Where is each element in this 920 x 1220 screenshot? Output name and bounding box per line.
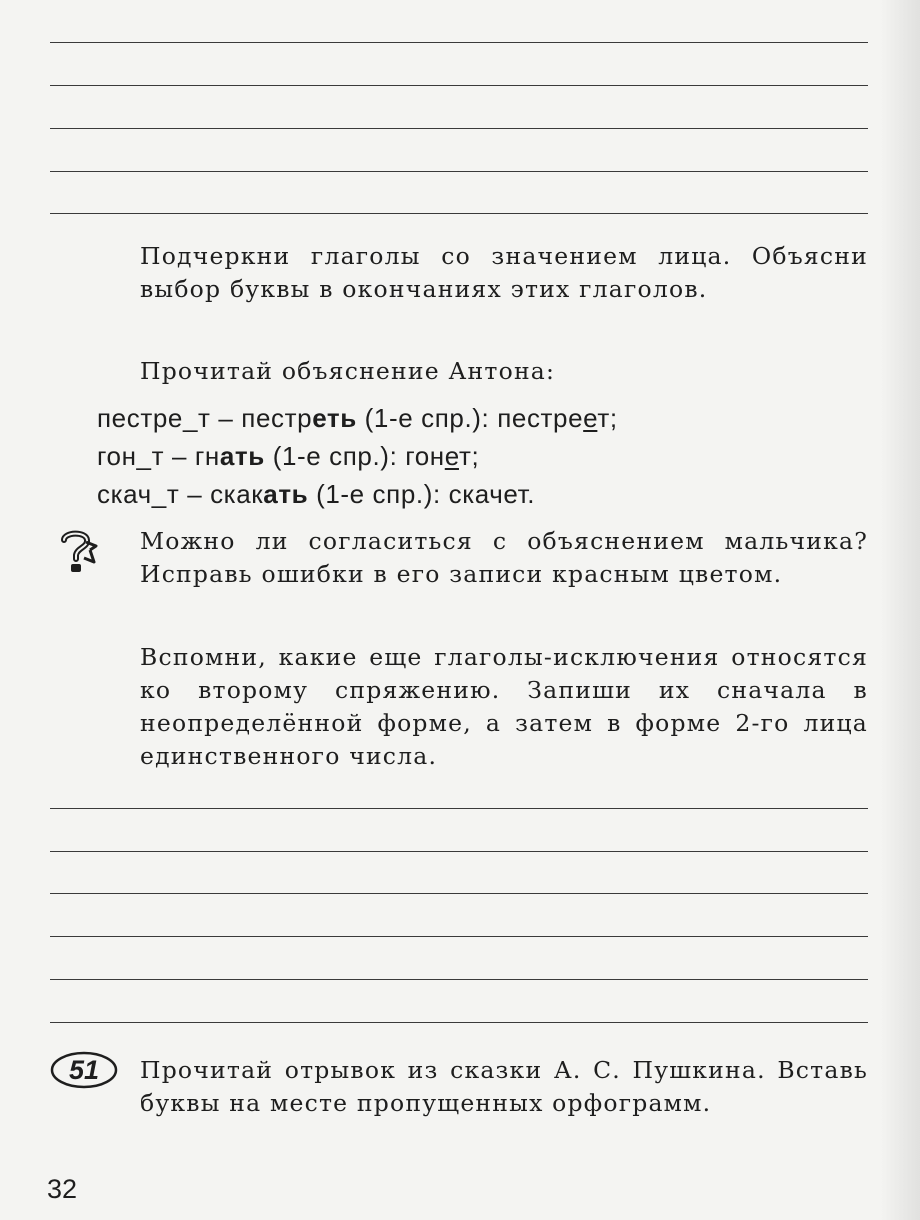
writing-line[interactable] <box>50 171 868 172</box>
agree-question-text: Можно ли согласиться с объяснением мальчика? Исправь ошибки в его записи красным цветом. <box>140 527 868 588</box>
underline-task-text: Подчеркни глаголы со значением лица. Объясни выбор буквы в окончаниях этих глаголов. <box>140 242 868 303</box>
read-prompt-text: Прочитай объяснение Антона: <box>140 357 556 385</box>
writing-line[interactable] <box>50 851 868 852</box>
page-number: 32 <box>47 1174 78 1204</box>
explanation-line-2: гон_т – гнать (1-е спр.): гонет; <box>97 441 480 471</box>
explanation-line-3: скач_т – скакать (1-е спр.): скачет. <box>97 479 536 509</box>
question-mark-icon <box>50 528 106 576</box>
anton-explanation <box>97 399 817 513</box>
exercise-number-badge <box>50 1051 118 1089</box>
page-edge-shade <box>880 0 920 1220</box>
writing-line[interactable] <box>50 85 868 86</box>
writing-line[interactable] <box>50 808 868 809</box>
remember-task-text: Вспомни, какие еще глаголы-исключения относятся ко второму спряжению. Запиши их сначала в неопределённой форме, а затем в форме 2-го лица единственного числа. <box>140 643 868 770</box>
writing-line[interactable] <box>50 128 868 129</box>
writing-line[interactable] <box>50 893 868 894</box>
exercise-number: 51 <box>68 1055 100 1085</box>
writing-line[interactable] <box>50 1022 868 1023</box>
writing-line[interactable] <box>50 936 868 937</box>
writing-line[interactable] <box>50 42 868 43</box>
explanation-line-1: пестре_т – пестреть (1-е спр.): пестреет; <box>97 403 618 433</box>
writing-line[interactable] <box>50 213 868 214</box>
exercise-51-text: Прочитай отрывок из сказки А. С. Пушкина. Вставь буквы на месте пропущенных орфограмм. <box>140 1056 868 1117</box>
writing-line[interactable] <box>50 979 868 980</box>
